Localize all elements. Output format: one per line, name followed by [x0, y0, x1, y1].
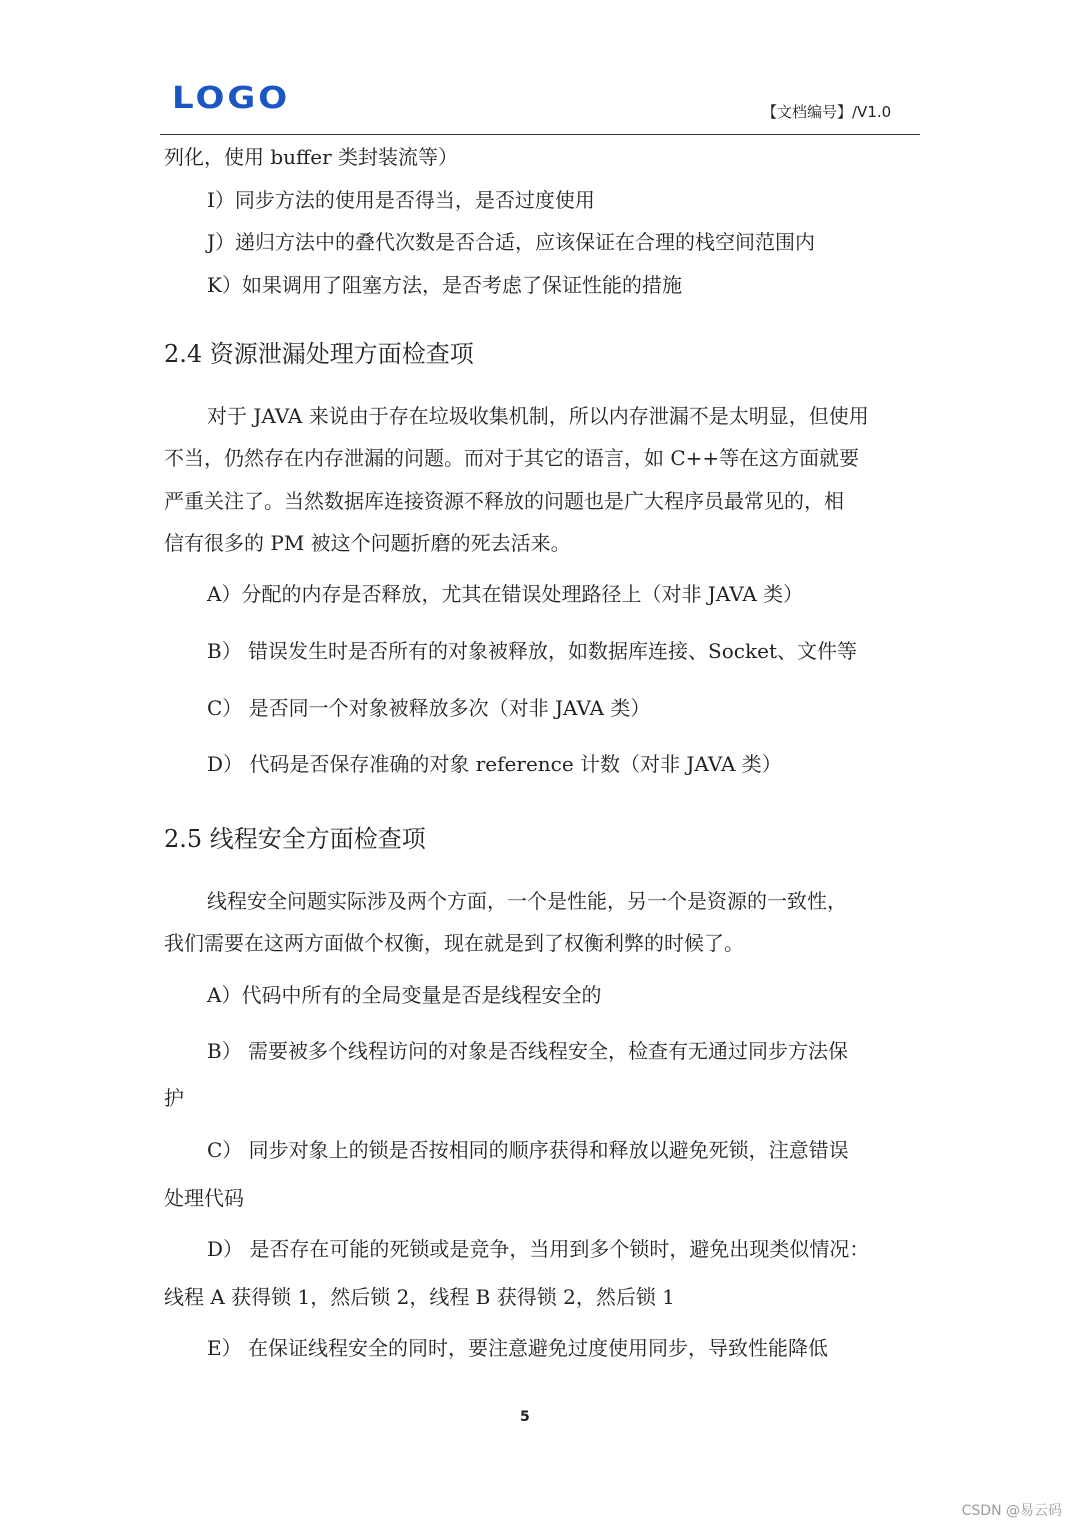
list-item-continuation: 护 — [164, 1086, 184, 1110]
paragraph-line: 不当，仍然存在内存泄漏的问题。而对于其它的语言，如 C++等在这方面就要 — [164, 446, 860, 470]
paragraph-line: 对于 JAVA 来说由于存在垃圾收集机制，所以内存泄漏不是太明显，但使用 — [207, 404, 869, 428]
list-item: I）同步方法的使用是否得当，是否过度使用 — [207, 188, 595, 212]
header-divider — [160, 134, 920, 135]
paragraph-line: 信有很多的 PM 被这个问题折磨的死去活来。 — [164, 531, 571, 555]
list-item: K）如果调用了阻塞方法，是否考虑了保证性能的措施 — [207, 273, 682, 297]
paragraph-line: 线程安全问题实际涉及两个方面，一个是性能，另一个是资源的一致性， — [207, 889, 847, 913]
list-item: A）分配的内存是否释放，尤其在错误处理路径上（对非 JAVA 类） — [207, 582, 804, 606]
list-item: D） 是否存在可能的死锁或是竞争，当用到多个锁时，避免出现类似情况： — [207, 1237, 870, 1261]
list-item: A）代码中所有的全局变量是否是线程安全的 — [207, 983, 602, 1007]
watermark: CSDN @易云码 — [961, 1503, 1062, 1519]
page-number: 5 — [520, 1409, 530, 1425]
list-item: J）递归方法中的叠代次数是否合适，应该保证在合理的栈空间范围内 — [207, 230, 816, 254]
list-item: D） 代码是否保存准确的对象 reference 计数（对非 JAVA 类） — [207, 752, 782, 776]
list-item-continuation: 线程 A 获得锁 1，然后锁 2，线程 B 获得锁 2，然后锁 1 — [164, 1285, 675, 1309]
list-item: B） 错误发生时是否所有的对象被释放，如数据库连接、Socket、文件等 — [207, 639, 857, 663]
list-item: C） 是否同一个对象被释放多次（对非 JAVA 类） — [207, 696, 651, 720]
logo: LOGO — [172, 80, 291, 117]
list-item: C） 同步对象上的锁是否按相同的顺序获得和释放以避免死锁，注意错误 — [207, 1138, 849, 1162]
section-heading-2-5: 2.5 线程安全方面检查项 — [164, 825, 426, 853]
paragraph-line: 我们需要在这两方面做个权衡，现在就是到了权衡利弊的时候了。 — [164, 931, 744, 955]
body-line: 列化，使用 buffer 类封装流等） — [164, 145, 459, 169]
section-heading-2-4: 2.4 资源泄漏处理方面检查项 — [164, 340, 474, 368]
list-item-continuation: 处理代码 — [164, 1186, 244, 1210]
list-item: E） 在保证线程安全的同时，要注意避免过度使用同步，导致性能降低 — [207, 1336, 828, 1360]
list-item: B） 需要被多个线程访问的对象是否线程安全，检查有无通过同步方法保 — [207, 1039, 849, 1063]
paragraph-line: 严重关注了。当然数据库连接资源不释放的问题也是广大程序员最常见的，相 — [164, 489, 844, 513]
document-number: 【文档编号】/V1.0 — [762, 103, 892, 121]
